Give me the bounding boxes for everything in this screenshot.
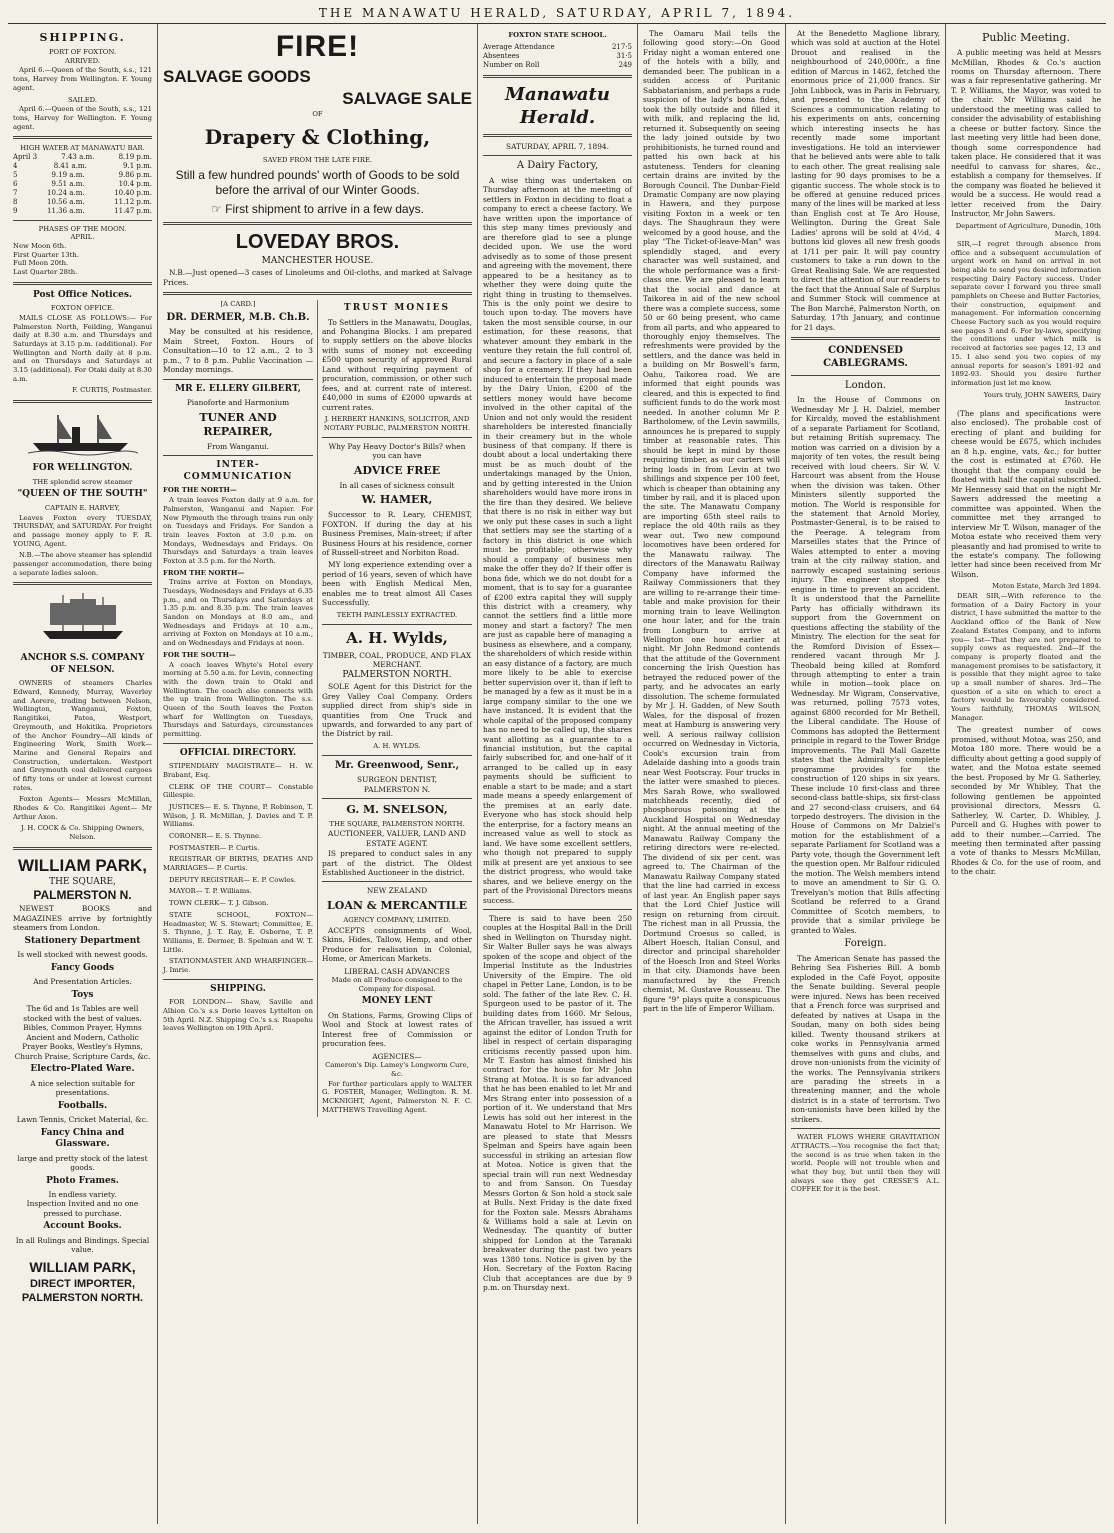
london-head: London.: [844, 379, 887, 391]
letter-sign: Yours truly, JOHN SAWERS, Dairy Instructor.: [983, 390, 1101, 408]
foreign-text: The American Senate has passed the Behring Sea Fisheries Bill. A bomb exploded in the Café Foyot, opposite the Senate building. Several people were injured. News has been received that a French force was surprised and defeated by natives at Usapa in the Soudan, many on both sides being killed. Twenty thousand strikers at coke works in Pennsylvania armed themselves with guns and clubs, and drove non-unionists from the vicinity of the works. The Pennsylvania strikers are parading the streets in a threatening manner, and the whole district is in a state of terrorism. Two non-unionists have been killed by the strikers.: [791, 953, 940, 1124]
wellington-title: FOR WELLINGTON.: [32, 463, 133, 474]
school-label: Number on Roll: [483, 60, 540, 69]
tide-am: 7.43 a.m.: [61, 152, 95, 161]
park-item-text: Is well stocked with newest goods.: [17, 950, 148, 960]
moon-phase: Last Quarter 28th.: [13, 268, 78, 277]
heavy-question: Why Pay Heavy Doctor's Bills? when you can have: [328, 441, 466, 461]
school-value: 217·5: [611, 42, 632, 51]
park-town: PALMERSTON N.: [33, 888, 132, 903]
tide-pm: 9.1 p.m.: [123, 161, 152, 170]
anchor-agents: Foxton Agents— Messrs McMillan, Rhodes & Co. Rangitikei Agent— Mr Arthur Axon.: [13, 795, 152, 821]
trust-sign: J. HERBERT HANKINS, SOLICITOR, AND NOTARY PUBLIC, PALMERSTON NORTH.: [323, 415, 471, 432]
inter-title: INTER-COMMUNICATION: [183, 460, 293, 482]
drapery-headline: Drapery & Clothing,: [204, 124, 431, 149]
teeth: TEETH PAINLESSLY EXTRACTED.: [336, 610, 458, 619]
park-footer-town: PALMERSTON NORTH.: [21, 1291, 144, 1304]
loveday-nb: N.B.—Just opened—3 cases of Linoleums and Oil-cloths, and marked at Salvage Prices.: [163, 268, 472, 287]
park-item-heading: Fancy China and Glassware.: [40, 1127, 125, 1150]
general-news-text: At the Benedetto Maglione library, which was sold at auction at the Hotel Drouot and realised in the neighbourhood of 240,000fr., a fine edition of Marcus in 1462, fetched the enormous price of 21,000 francs. Sir John Lubbock, was in Paris in February, and presented to the Academy of Sciences a communication relating to his experiments on ants, concerning which interesting insects he has recently made some important investigations. He told an interviewer that he believed ants were able to talk to each other. The great realising sale lasting for 90 days promises to be a gigantic success. The whole stock is to be offered at genuine reduced prices many of the lines will be marked at less than English cost at Te Aro House, Wellington. During the Great Sale Ladies' aprons will be sold at 4½d, 4 buttons kid gloves all new fresh goods at 1/11 per pair. It will pay country customers to take a run down to the Great Realising Sale. We are requested to direct the attention of our readers to the fact that the Annual Sale of Surplus and Summer Stock will commence at The Bon Marché, Palmerston North, on Saturday, 17th January, and continue for 21 days.: [791, 29, 940, 332]
postmaster: F. CURTIS, Postmaster.: [72, 386, 152, 395]
left-sub-column: [163, 300, 318, 1117]
nz-agency: AGENCY COMPANY, LIMITED.: [343, 916, 451, 925]
snelson-text: IS prepared to conduct sales in any part of the district. The Oldest Established Auctioneer in the district.: [322, 849, 472, 878]
tide-am: 8.41 a.m.: [53, 161, 87, 170]
official-entry: JUSTICES— E. S. Thynne, P. Robinson, T. Wilson, J. R. McMillan, J. Davies and T. P. Williams.: [163, 802, 313, 829]
tide-am: 10.56 a.m.: [47, 197, 85, 206]
steamer-intro: THE splendid screw steamer: [32, 477, 133, 486]
greenwood-sub: SURGEON DENTIST,: [357, 775, 437, 785]
gilbert-sub: Pianoforte and Harmonium: [186, 398, 290, 408]
agencies-text: Cameron's Dip. Lamey's Longworm Cure, &c.: [325, 1061, 469, 1078]
anchor-ship-icon: [38, 591, 128, 647]
official-entry: CORONER— E. S. Thynne.: [169, 832, 262, 841]
water-flows: WATER FLOWS WHERE GRAVITATION ATTRACTS.—You recognise the fact that; the second is as true when taken in the world. People will not trouble when and what they buy, but until then they will always see they get CRESSE'S A.L. COFFEE for it is the best.: [791, 1133, 940, 1194]
tide-am: 11.36 a.m.: [47, 206, 85, 215]
anchor-title: ANCHOR S.S. COMPANY OF NELSON.: [20, 653, 145, 675]
school-row: [483, 61, 632, 70]
agencies-label: AGENCIES—: [372, 1051, 422, 1061]
school-label: Average Attendance: [483, 42, 555, 51]
tide-row: [13, 180, 152, 189]
greenwood-town: PALMERSTON N.: [363, 784, 431, 794]
snelson-sub: AUCTIONEER, VALUER, LAND AND ESTATE AGENT.: [328, 829, 466, 848]
park-item-text: Lawn Tennis, Cricket Material, &c.: [16, 1115, 149, 1125]
fire-headline: FIRE!: [275, 30, 360, 63]
tide-row: [13, 207, 152, 216]
park-item-heading: Account Books.: [43, 1221, 122, 1232]
hamer-name: W. HAMER,: [361, 493, 433, 507]
manchester-house: MANCHESTER HOUSE.: [261, 255, 374, 266]
loveday-name: LOVEDAY BROS.: [235, 230, 400, 253]
tide-day: April 3: [13, 152, 38, 161]
from-north-label: FROM THE NORTH—: [163, 568, 245, 577]
park-item-heading: Footballs.: [57, 1100, 108, 1111]
tide-row: [13, 153, 152, 162]
tide-am: 10.24 a.m.: [47, 188, 85, 197]
column-cablegrams: [786, 24, 946, 1524]
meeting-end: The greatest number of cows promised, without Motoa, was 250, and Motoa 180 more. There would be a difficulty about getting a good supply of water, and the Motoa estate seemed the best. Proposed by Mr G. Satherley, seconded by Mr Whibley, That the following gentlemen be appointed provisional directors, Messrs G. Satherley, W. Carter, D. Whibley, J. Purcell and G. Hughes with power to add to their number.—Carried. The meeting then terminated after passing a vote of thanks to Messrs McMillan, Rhodes & Co. for the use of room, and to the chair.: [951, 725, 1101, 877]
moon-phase: First Quarter 13th.: [13, 250, 79, 259]
park-name: WILLIAM PARK,: [17, 855, 148, 875]
tide-table: [13, 153, 152, 216]
nz-text: ACCEPTS consignments of Wool, Skins, Hides, Tallow, Hemp, and other Produce for realisation in Colonial, Home, or American Markets.: [322, 925, 472, 964]
nz-loan: LOAN & MERCANTILE: [327, 898, 467, 912]
for-south-label: FOR THE SOUTH—: [163, 650, 236, 659]
shipping-london: FOR LONDON— Shaw, Saville and Albion Co.'s s.s Dorie leaves Lyttelton on 5th April. N.Z. Shipping Co.'s s.s. Ruapehu leaves Wellington on 19th April.: [163, 998, 313, 1033]
post-text: MAILS CLOSE AS FOLLOWS:— For Palmerston North, Feilding, Wanganui daily at 8.30 a.m. and Thursdays and Saturdays at 3.15 p.m. (additional). For Wellington and North daily at 8 p.m. and on Thursdays and Saturdays at 3.15 (additional). For Otaki daily at 8.30 a.m.: [13, 313, 152, 383]
shipment-text: ☞ First shipment to arrive in a few days.: [211, 201, 424, 216]
column-local-news: [638, 24, 786, 1524]
school-row: [483, 43, 632, 52]
liberal: LIBERAL CASH ADVANCES: [344, 966, 450, 976]
park-footer-name: WILLIAM PARK,: [29, 1258, 136, 1275]
hamer-text: Successor to R. Leary, CHEMIST, FOXTON. If during the day at his Business Premises, Main-street; if after Business Hours at his residence, corner of Russell-street and Norbiton Road.: [322, 510, 472, 557]
tide-day: 7: [13, 188, 18, 197]
moon-month: APRIL.: [70, 233, 95, 242]
palmerston-north: PALMERSTON NORTH.: [342, 669, 452, 680]
steamer-text: Leaves Foxton every TUESDAY, THURSDAY, and SATURDAY. For freight and passage money apply to F. R. YOUNG, Agent.: [13, 513, 152, 548]
dermer-name: DR. DERMER, M.B. Ch.B.: [166, 311, 310, 323]
column-public-meeting: [946, 24, 1106, 1524]
tide-day: 4: [13, 161, 18, 170]
park-footer-importer: DIRECT IMPORTER,: [29, 1277, 136, 1290]
wylds-sub: TIMBER, COAL, PRODUCE, AND FLAX MERCHANT.: [322, 650, 472, 670]
official-title: OFFICIAL DIRECTORY.: [179, 747, 297, 758]
wylds-name: A. H. Wylds,: [346, 628, 448, 647]
post-title: Post Office Notices.: [32, 289, 133, 300]
column-shipping: [8, 24, 158, 1524]
letter-text: SIR,—I regret through absence from office and a subsequent accumulation of urgent work on hand on arrival in not being able to send you desired information respecting Dairy Factory success. Under separate cover I forward you three small pamphlets on Cheese and Butter Factories, their construction, equipment and management. For information concerning Cheese Factory such as you would require see pages 3 and 6. For by-laws, specifying the conditions under which milk is received at factories see pages 12, 13 and 15. I also send you two copies of my annual reports for season's 1891-92 and 1892-93. Should you desire further information just let me know.: [951, 239, 1101, 387]
still-text: Still a few hundred pounds' worth of Goods to be sold before the arrival of our Winter Goods.: [175, 167, 460, 198]
of-label: OF: [312, 109, 323, 118]
moon-list: [13, 242, 152, 277]
editorial-date: SATURDAY, APRIL 7, 1894.: [506, 141, 609, 151]
saved-label: SAVED FROM THE LATE FIRE.: [262, 156, 373, 165]
moon-phase: New Moon 6th.: [13, 242, 67, 250]
school-title: FOXTON STATE SCHOOL.: [508, 31, 607, 39]
tide-row: [13, 189, 152, 198]
official-entry: STIPENDIARY MAGISTRATE— H. W. Brabant, Esq.: [163, 762, 313, 779]
tide-pm: 11.12 p.m.: [114, 197, 152, 206]
foreign-head: Foreign.: [844, 938, 887, 950]
meeting-title: Public Meeting.: [981, 31, 1071, 44]
park-item-text: The 6d and 1s Tables are well stocked with the best of values.: [23, 1004, 142, 1023]
sailed-label: SAILED.: [67, 95, 98, 104]
official-entry: CLERK OF THE COURT— Constable Gillespie.: [163, 782, 313, 800]
dairy-text: A wise thing was undertaken on Thursday afternoon at the meeting of settlers in Foxton in deciding to float a company to erect a cheese factory. We have written upon the importance of this step many times previously and are therefore glad to see a plunge decided upon. We use the word advisedly as to some of those present and agreeing with the movement, there appeared to be a hesitancy as to whether they were doing quite the right thing in trusting to themselves. This is the only point we desire to touch upon to-day. The movers have taken the most sensible course, in our estimation, for these reasons, that whatever amount they embark in the venture they retain the full control of, and secure a factory in place of a sale shop for a creamery. If they had been induced to entertain the proposal made by the Dairy Union, £200 of the settlers money would have become involved in the other capital of the Union and not only would the resident shareholders be interested financially in their creamery but in the whole business of that company. If there is doubt about a local undertaking there must be as much doubt of the undertakings managed by the Union, and by getting interested in the Union shareholders would have more irons in the fire than they desired. We believe that there is no risk in either way but we only put these cases in such a light that settlers may see the starting of a factory in this district is one which must be profitable; otherwise why should a company of business men make the offer they do? If their offer is bona fide, which we do not doubt for a moment, that is to say for a guarantee of £200 extra capital they will supply this district with a creamery, why cannot the settlers find a little more money and start a factory? The men are just as capable here of managing a business as elsewhere, and a company, the shareholders of which reside within an easy distance of a factory, are much more likely to be able to exercise better supervision over it, than if left to be managed by a few as it must be in a large company similar to the one we have instanced. It is evident that the whole capital of the proposed company has no need to be called up, the shares want allotting as a guarantee to a financial institution, but the capital fairly subscribed for, and one-half of it arranged to be called up in easy payments should be sufficient to enable a start to be made; and a start made means a speedy enlargement of the premises at an early date. Everyone who has stock should help the enterprise, for a factory means an increased value as well to stock as land. We have some excellent settlers, who though not prepared to supply milk at present are yet anxious to see the district progress, who would take shares, and we believe energy on the part of the Provisional Directors means success.: [483, 175, 632, 905]
dairy-title: A Dairy Factory,: [516, 160, 599, 172]
south-text: A coach leaves Whyte's Hotel every morning at 5.50 a.m. for Levin, connecting with the down train to Otaki and Wellington. The coach also connects with the up train from Wellington. The s.s. Queen of the South leaves the Foxton wharf for Wellington on Tuesdays, Thursdays and Saturdays, circumstances permitting.: [163, 660, 313, 739]
moton-line: Moton Estate, March 3rd 1894.: [992, 582, 1101, 591]
trust-text: To Settlers in the Manawatu, Douglas, and Pohangina Blocks. I am prepared to supply settlers on the above blocks with sums of money not exceeding £500 upon security of approved Rural Land without requiring payment of procuration, commission, or other such fees, and at current rate of interest. £40,000 in sums of £2000 upwards at current rates.: [322, 317, 472, 412]
paper-title: Manawatu Herald.: [505, 83, 610, 128]
local-news-text: The Oamaru Mail tells the following good story:—On Good Friday night a woman entered one of the hotels with a billy, and demanded beer. The publican in a sudden access of Puritanic Sabbatarianism, and perhaps a rude suspicion of the lady's bona fides, took the billy outside and filled it with milk, and replacing the lid, returned it. Subsequently on seeing the lady joined outside by two prohibitionists, he turned round and patted his own back at his astuteness. Tenders for cleaning certain drains are invited by the Borough Council. The Dunbar-Field Dramatic Company are now playing in Hawera, and they purpose visiting Foxton in a week or ten days. The Shaughraun they were welcomed by a good house, and the play "The Ticket-of-leave-Man" was splendidly staged, and every character was well sustained, and the whole performance was a first-class one. We are pleased to learn that the social and dance at Taikorea in aid of the new school there was a complete success, some 50 or 60 being present, who came from all parts, and who appeared to thoroughly enjoy themselves. The refreshments were provided by the settlers, and the dance was held in a building on Mr Boswell's farm, Oahu, Taikorea road. We are informed that eight pounds was cleared, and this is expected to find sufficient funds to do the work most needed. In another column Mr P. Bartholomew, of the Levin sawmills, announces he is prepared to supply timber at reasonable rates. This should be kept in mind by those requiring timber, as our carters will bring loads in from Levin at two shillings and sixpence per 100 feet, which is cheaper than obtaining any timber by rail, and it is placed upon the site. The Manawatu Company are importing 65th steel rails to replace the old 40th rails as they wear out. Two new compound locomotives have been ordered for the Manawatu railway. The directors of the Manawatu Railway Company have informed the Railway Commissioners that they are willing to re-arrange their time-table and make provision for their morning train to leave Wellington one hour later, and for the train from Longburn to arrive at Wellington one hour earlier at night. Mr John Redmond contends that the attitude of the Government concerning the Irish Question has betrayed the reduced power of the party, and he advocates an early dissolution. The scheme formulated by Mr J. H. Gadden, of New South Wales, for the disposal of frozen meat at Hamburg is answering very well. A serious railway collision occurred on Wednesday in Victoria, Cook's excursion train from Adelaide dashing into a goods train near West Footscray. Four trucks in the latter were smashed to pieces. Mrs Sarah Rowe, who swallowed matchheads recently, died of phosphorous poisoning at the Auckland Hospital on Wednesday night. At the annual meeting of the Manawatu Railway Company the retiring directors were re-elected. The dividend of six per cent. was agreed to. The Chairman of the Manawatu Railway Company stated that the line had carried in excess of last year. An English paper says that the Lord Chief Justice will resign on returning from circuit. The richest man in all Prussia, the Dortmund Croesus so called, is Albert Hoesch, Italian Consul, and director and principal shareholder of the Hoesch Iron and Steel Works in that city. Diamonds have been manufactured by the French chemist, M. Gustave Rousseau. The figure "9" plays quite a conspicuous part in the life of Emperor William.: [643, 29, 780, 1014]
tide-pm: 9.86 p.m.: [118, 170, 152, 179]
school-value: 249: [618, 60, 632, 69]
salvage-goods: SALVAGE GOODS: [163, 67, 311, 87]
column-editorial: [478, 24, 638, 1524]
park-item-text: A nice selection suitable for presentations.: [30, 1078, 135, 1098]
right-sub-column: [322, 300, 472, 1117]
gilbert-name: MR E. ELLERY GILBERT,: [175, 383, 301, 394]
cable-title: CONDENSED CABLEGRAMS.: [823, 345, 908, 369]
pointing-hand-icon: ☞: [211, 201, 226, 216]
post-office: FOXTON OFFICE.: [50, 304, 115, 313]
advice-free: ADVICE FREE: [353, 463, 441, 477]
gilbert-from: From Wanganui.: [207, 441, 269, 451]
london-text: In the House of Commons on Wednesday Mr J. H. Dalziel, member for Kircaldy, moved the establishment of a separate Parliament for Scotland, but retaining British supremacy. The motion was carried on a division by a majority of ten votes, the result being received with loud cheers. Sir W. V. Harcourt was absent from the House when the division was taken. Other Ministers silently supported the motion. The World is responsible for the statement that Arnold Morley, Postmaster-General, is to be raised to the Peerage. A telegram from Marseilles states that the Prince of Wales attempted to enter a moving train at the city railway station, and narrowly escaped sustaining serious injury. The engineer stopped the engine in time to prevent an accident. It is understood that the Parnellite Party has officially withdrawn its support from the Government on questions affecting the stability of the Ministry. The election for the seat for the Romford Division of Essex—rendered vacant through Mr J. Theobald being killed at Romford through attempting to enter a train while in motion—took place on Wednesday. Mr Wigram, Conservative, was returned, polling 7573 votes, against 6800 recorded for Mr Bethell, the Liberal candidate. The House of Commons has adopted the Betterment principle in regard to the Tower Bridge improvements. The Pall Mall Gazette states that the Admiralty's complete programme provides for the construction of 120 ships in six years. These include 10 first-class and three second-class battle-ships, six first-class and 27 second-class cruisers, and 64 torpedo destroyers. The division in the House of Commons on Mr Dalziel's motion for the establishment of a separate Parliament for Scotland was a Party vote, though the Government left the question open. Mr Balfour ridiculed the motion. The Welsh members intend to move an amendment to Sir G. O. Trevelyan's motion that Bills affecting Scotland be referred to a Grand Committee of Scotch members, to provide that a similar privilege be granted to Wales.: [791, 395, 940, 935]
moton-text: DEAR SIR,—With reference to the formation of a Dairy Factory in your district, I have submitted the matter to the Auckland office of the Bank of New Zealand Estates Company, and to inform you— 1st—That they are not prepared to supply cows as requested. 2nd—If the company is properly floated and the management promises to be satisfactory, it is possible that they might agree to take up a small number of shares. 3rd—The question of a site on which to erect a factory would be favourably considered. Yours faithfully, THOMAS WILSON, Manager.: [951, 592, 1101, 722]
park-item-heading: Toys: [71, 989, 94, 1000]
official-entry: DEPUTY REGISTRAR— E. P. Cowles.: [169, 875, 297, 884]
park-item-text: Inspection Invited and no one pressed to purchase.: [26, 1199, 139, 1218]
plans-text: (The plans and specifications were also enclosed). The probable cost of erecting of plant and building for cheese would be £675, which includes an 8 h.p. engine, vats, &c.; for butter the cost is estimated at £760. He thought that the company could be floated with half the capital subscribed. Mr Hennessy said that on the night Mr Sawers addressed the meeting a committee was appointed. When the committee met they arranged to interview Mr T. Wilson, manager of the Motoa estate who received them very pleasantly and had promised to write to the estate's company. The following letter had since been received from Mr Wilson.: [951, 408, 1101, 579]
anchor-text: OWNERS of steamers Charles Edward, Kennedy, Murray, Waverley and Aorere, trading between Nelson, Wellington, Wanganui, Foxton, Rangitikei, Patea, Westport, Greymouth, and Hokitika. Proprietors of the Anchor Foundry—All kinds of Engineering Work, Smith Work—Marine and General Repairs and Construction, undertaken. Westport and Greymouth coal delivered cargoes of fifty tons or under at lowest current rates.: [13, 679, 152, 792]
official-entry: REGISTRAR OF BIRTHS, DEATHS AND MARRIAGES— P. Curtis.: [163, 855, 313, 873]
park-item-text: Bibles, Common Prayer, Hymns Ancient and Modern, Catholic Prayer Books, Westley's Hymns, Church Praise, Scripture Cards, &c.: [14, 1023, 151, 1061]
nz-title: NEW ZEALAND: [366, 886, 428, 896]
park-item-text: large and pretty stock of the latest goods.: [17, 1153, 148, 1173]
north-text: A train leaves Foxton daily at 9 a.m. for Palmerston, Wanganui and Napier. For New Plymouth the through trains run only on Tuesdays and Fridays. For Sandon a train leaves Foxton at 3.0 p.m. on Mondays, Wednesdays and Fridays. On Thursdays and Saturdays a train leaves Foxton at 3.5 p.m. for the North.: [163, 496, 313, 565]
tide-day: 9: [13, 206, 18, 215]
arrived-text: April 6.—Queen of the South, s.s., 121 tons, Harvey from Wellington. F. Young agent.: [13, 66, 152, 92]
tide-title: HIGH WATER AT MANAWATU BAR.: [20, 144, 145, 153]
for-north-label: FOR THE NORTH—: [163, 486, 237, 495]
tide-day: 5: [13, 170, 18, 179]
park-item-text: In endless variety.: [48, 1190, 117, 1200]
school-value: 31·5: [616, 51, 632, 60]
tide-pm: 10.40 p.m.: [114, 188, 152, 197]
park-intro: NEWEST BOOKS and MAGAZINES arrive by fortnightly steamers from London.: [13, 904, 152, 933]
official-directory: [163, 762, 313, 974]
tide-pm: 11.47 p.m.: [114, 206, 152, 215]
official-entry: STATIONMASTER AND WHARFINGER— J. Imrie.: [163, 957, 313, 974]
tide-day: 8: [13, 197, 18, 206]
dept-line: Department of Agriculture, Dunedin, 10th March, 1894.: [955, 221, 1101, 239]
tide-row: [13, 162, 152, 171]
park-item-heading: Fancy Goods: [50, 962, 115, 973]
moon-title: PHASES OF THE MOON.: [38, 224, 127, 233]
moon-phase: Full Moon 20th.: [13, 259, 69, 268]
official-entry: TOWN CLERK— T. J. Gibson.: [169, 899, 269, 908]
park-item-text: In all Rulings and Bindings. Special value.: [15, 1235, 150, 1255]
school-table: [483, 43, 632, 70]
local-notes: There is said to have been 250 couples at the Hospital Ball in the Drill shed in Wellington on Thursday night. Sir Walter Buller says he was always spoken of the scope and object of the Imperial Institute as the Industries University of the Empire. The old chapel in Petter Lane, London, is to be sold. The father of the late Rev. C. H. Spurgeon used to be pastor of it. The building dates from 1660. Mr Selous, the African traveller, has issued a writ against the editor of London Truth for libel in respect of certain disparaging criticisms recently passed upon him. Mr T. Easton has almost finished his contract for the house for Mr John Strang at Motoa. It is so far advanced that he has been enabled to let Mr and Mrs Strang enter into possession of a portion of it. We understand that Mrs Lewis has sold out her interest in the Manawatu Hotel to Mr Harrison. We are pleased to state that Messrs Spelman and Speirs have again been successful in striking an artesian flow at Motoa. Notice is given that the special train will run next Wednesday to and from Sanson. On Tuesday Messrs Gorton & Son hold a stock sale at Bulls. Next Friday is the date fixed for the Foxton sale. Messrs Abrahams & Williams hold a sale at Levin on Wednesday. The quantity of butter shipped for London at the Taranaki breakwater during the past two years was 1380 tons. Notice is given by the Hon. Secretary of the Foxton Racing Club that acceptances are due by 9 p.m. on Thursday next.: [483, 913, 632, 1293]
steamer-icon: [28, 409, 138, 457]
official-entry: STATE SCHOOL, FOXTON— Headmaster, W. S. Stewart; Committee, E. S. Thynne, J. T. Ray, E. Osborne, T. P. Williams, E. Dermer, B. Spelman and W. T. Little.: [163, 910, 313, 954]
school-label: Absentees: [483, 51, 520, 60]
steamer-nb: N.B.—The above steamer has splendid passenger accommodation, there being a separate ladies saloon.: [13, 551, 152, 577]
school-row: [483, 52, 632, 61]
masthead: THE MANAWATU HERALD, SATURDAY, APRIL 7, 1894.: [8, 6, 1106, 24]
snelson-name: G. M. SNELSON,: [346, 803, 448, 817]
trust-title: TRUST MONIES: [344, 302, 450, 313]
hamer-long: MY long experience extending over a period of 16 years, seven of which have been with English Medical Men, enables me to treat almost All Cases Successfully.: [322, 560, 472, 608]
liberal-sub: Made on all Produce consigned to the Company for disposal.: [331, 976, 463, 993]
shipping-subhead: SHIPPING.: [210, 983, 266, 994]
park-square: THE SQUARE,: [49, 876, 116, 887]
meeting-text: A public meeting was held at Messrs McMillan, Rhodes & Co.'s auction rooms on Thursday afternoon. There was a fair representative gathering. Mr T. P. Williams, the Mayor, was voted to the chair. Mr Williams said he understood the meeting was called to consider the advisability of establishing a cheese or butter factory. Since the last meeting very little had been done, though some correspondence had taken place. He considered that it was needful to canvass for shares, &c., establish a company for themselves. If the company was floated he believed it would be a success. He would read a letter received from the Dairy Instructor, Mr John Sawers.: [951, 48, 1101, 219]
park-items-list: [13, 936, 152, 1255]
greenwood-name: Mr. Greenwood, Senr.,: [334, 759, 460, 771]
money-text: On Stations, Farms, Growing Clips of Wool and Stock at lowest rates of Interest free of Commission or procuration fees.: [322, 1010, 472, 1049]
wylds-text: SOLE Agent for this District for the Grey Valley Coal Company. Orders supplied direct from ship's side in quantities from One Truck and upwards, and forwarded to any part of the District by rail.: [322, 682, 472, 739]
further-text: For further particulars apply to WALTER G. FOSTER, Manager, Wellington. R. M. MCKNIGHT, Agent, Palmerston N. F. C. MATTHEWS Travelling Agent.: [322, 1079, 472, 1114]
gilbert-big: TUNER AND REPAIRER,: [199, 410, 277, 438]
dermer-text: May be consulted at his residence, Main Street, Foxton. Hours of Consultation—10 to 12 a.m., 2 to 3 p.m., 7 to 8 p.m. Public Vaccination — Monday mornings.: [163, 327, 313, 375]
wylds-sign: A. H. WYLDS.: [373, 741, 421, 750]
from-north-text: Trains arrive at Foxton on Mondays, Tuesdays, Wednesdays and Fridays at 6.35 p.m., and on Thursdays and Saturdays at 1.35 p.m. and 8.35 p.m. The train leaves Sandon on Mondays at 8.0 am., and Wednesdays and Fridays at 10 a.m., arriving at Foxton on Mondays at 10 a.m., and on Wednesdays and Fridays at noon.: [163, 578, 313, 648]
tide-am: 9.19 a.m.: [51, 170, 85, 179]
snelson-addr: THE SQUARE, PALMERSTON NORTH.: [329, 820, 465, 829]
arrived-label: ARRIVED.: [64, 56, 101, 65]
shipping-title: SHIPPING.: [39, 31, 126, 44]
sailed-text: April 6.—Queen of the South, s.s., 121 tons, Harvey for Wellington. F. Young agent.: [13, 105, 152, 131]
park-item-heading: Electro-Plated Ware.: [30, 1064, 135, 1075]
tide-am: 9.51 a.m.: [51, 179, 85, 188]
park-item-heading: Photo Frames.: [46, 1175, 119, 1186]
steamer-name: "QUEEN OF THE SOUTH": [17, 489, 148, 500]
salvage-sale: SALVAGE SALE: [342, 89, 472, 109]
captain: CAPTAIN E. HARVEY,: [44, 503, 121, 512]
tide-row: [13, 198, 152, 207]
official-entry: POSTMASTER— P. Curtis.: [169, 843, 260, 852]
park-item-text: And Presentation Articles.: [33, 977, 132, 987]
column-advertisements: [158, 24, 478, 1524]
money-lent: MONEY LENT: [361, 996, 433, 1007]
tide-row: [13, 171, 152, 180]
tide-day: 6: [13, 179, 18, 188]
park-item-heading: Stationery Department: [24, 935, 141, 946]
dermer-card: [A CARD.]: [220, 299, 256, 308]
port-label: PORT OF FOXTON.: [48, 48, 117, 57]
anchor-sign: J. H. COCK & Co. Shipping Owners, Nelson.: [20, 824, 145, 842]
tide-pm: 10.4 p.m.: [118, 179, 152, 188]
official-entry: MAYOR— T. P. Williams.: [169, 887, 252, 896]
advice-sub: In all cases of sickness consult: [339, 480, 455, 490]
tide-pm: 8.19 p.m.: [118, 152, 152, 161]
